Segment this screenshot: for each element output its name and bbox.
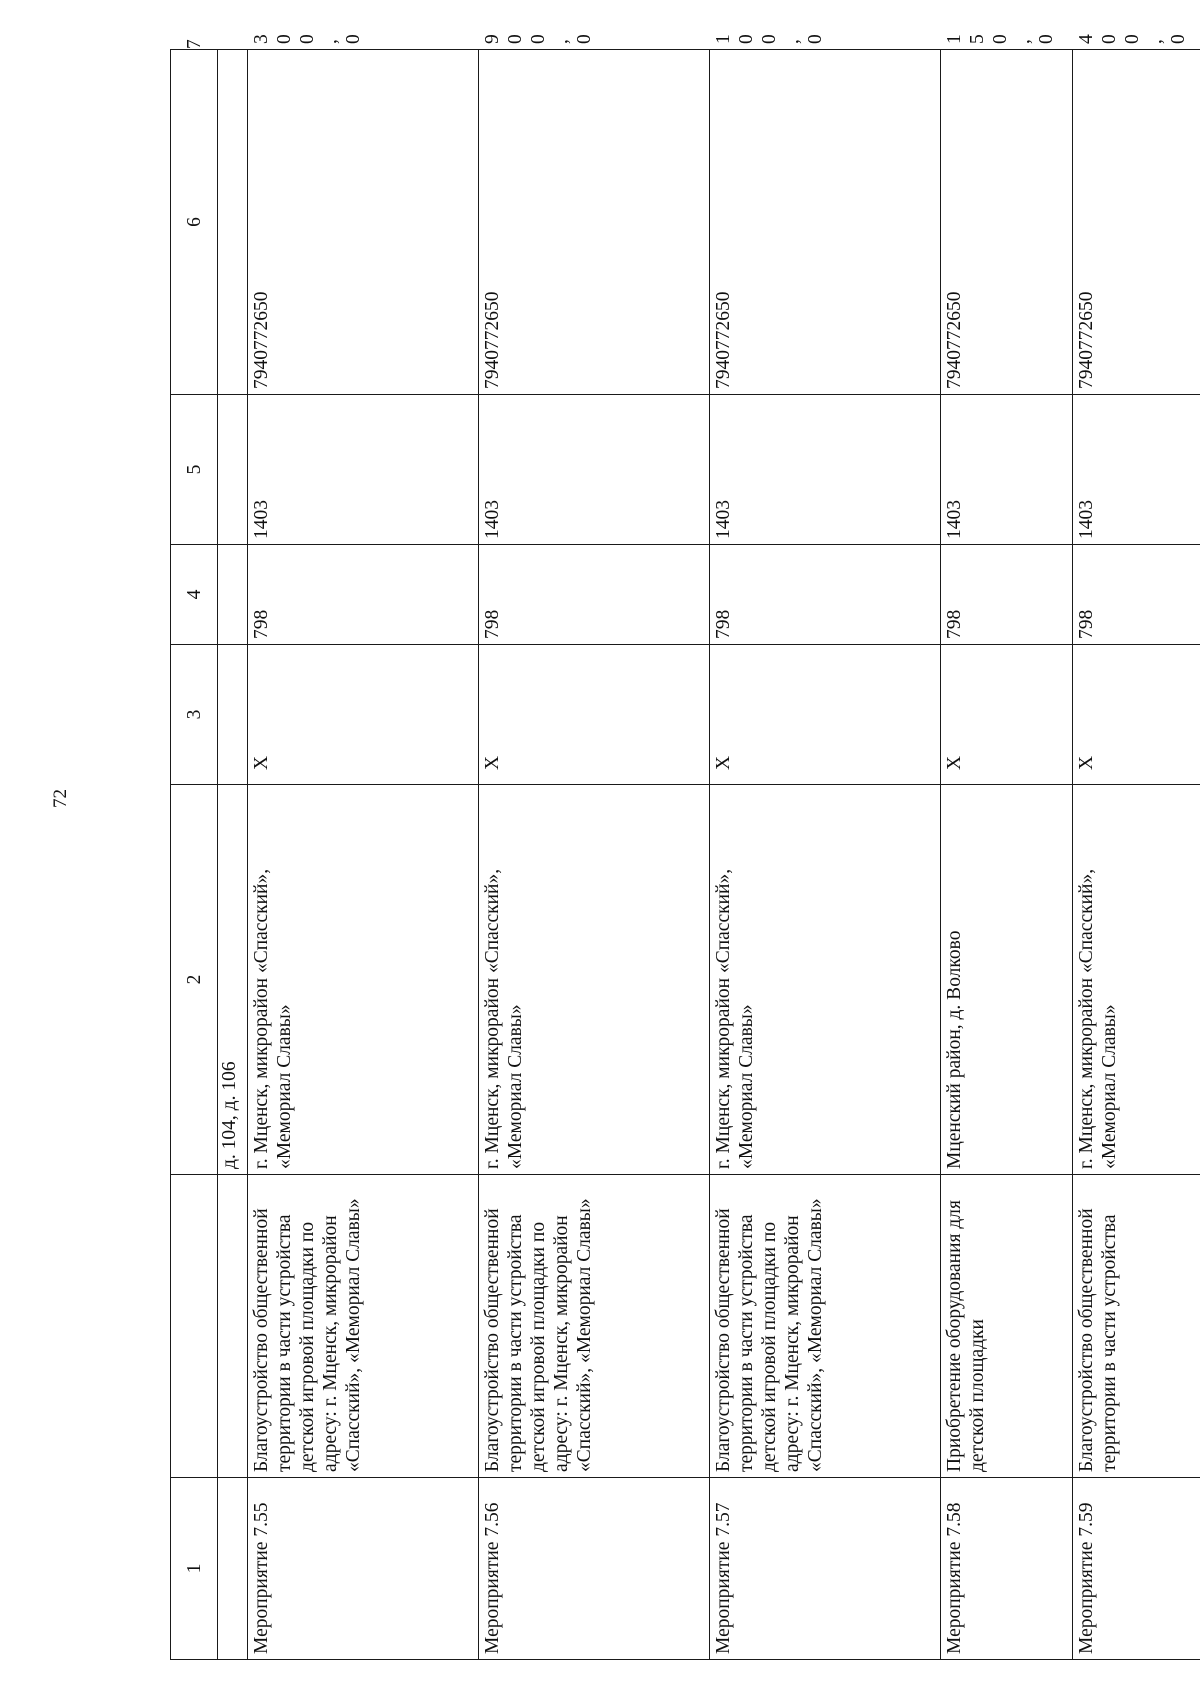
cont-cell-7 [218,50,248,395]
measure-id-cell: Мероприятие 7.57 [710,1478,941,1660]
table-row: Мероприятие 7.55 Благоустройство общественной территории в части устройства детской игровой площадки по адресу: г. Мценск, микрорайон «Спасский», «Мемориал Славы» г. Мценск, микрорайон «Спасский», «Мемориал Славы» Х 798 1403 7940772650 300,0 [248,50,479,1660]
continuation-row [218,50,248,1660]
measure-col6-cell: 7940772650 [1073,50,1200,395]
measure-address-cell: г. Мценск, микрорайон «Спасский», «Мемориал Славы» [248,785,479,1175]
cont-cell-4 [218,645,248,785]
measure-address-cell: г. Мценск, микрорайон «Спасский», «Мемориал Славы» [710,785,941,1175]
header-row: 1 2 3 4 5 6 7 [171,50,218,1660]
measure-description-cell: Приобретение оборудования для детской площадки [941,1175,1073,1478]
table-row: Мероприятие 7.59 Благоустройство общественной территории в части устройства г. Мценск, микрорайон «Спасский», «Мемориал Славы» Х 798 1403 7940772650 400,0 [1073,50,1200,1660]
measure-col4-cell: 798 [248,545,479,645]
measure-col5-cell: 1403 [248,395,479,545]
measure-address-cell: Мценский район, д. Волково [941,785,1073,1175]
measure-col5-cell: 1403 [479,395,710,545]
header-cell-2: 2 [171,785,218,1175]
measure-col6-cell: 7940772650 [710,50,941,395]
measure-col3-cell: Х [941,645,1073,785]
measure-id-cell: Мероприятие 7.59 [1073,1478,1200,1660]
measure-col4-cell: 798 [941,545,1073,645]
header-cell-4: 4 [171,545,218,645]
measure-col6-cell: 7940772650 [248,50,479,395]
header-cell-6: 6 [171,50,218,395]
measure-col5-cell: 1403 [710,395,941,545]
cont-cell-6 [218,395,248,545]
measure-description-cell: Благоустройство общественной территории в части устройства детской игровой площадки по адресу: г. Мценск, микрорайон «Спасский», «Мемориал Славы» [710,1175,941,1478]
budget-table [170,34,1200,1660]
measure-col3-cell: Х [248,645,479,785]
cont-cell-2 [218,1175,248,1478]
measure-id-cell: Мероприятие 7.56 [479,1478,710,1660]
measure-col3-cell: Х [710,645,941,785]
measure-col4-cell: 798 [479,545,710,645]
measure-col6-cell: 7940772650 [941,50,1073,395]
measure-address-cell: г. Мценск, микрорайон «Спасский», «Мемориал Славы» [1073,785,1200,1175]
cont-cell-5 [218,545,248,645]
measure-col5-cell: 1403 [1073,395,1200,545]
header-cell-1: 1 [171,1478,218,1660]
measure-col3-cell: Х [479,645,710,785]
measure-col4-cell: 798 [1073,545,1200,645]
measure-col4-cell: 798 [710,545,941,645]
measure-col5-cell: 1403 [941,395,1073,545]
budget-table-wrapper [170,34,1200,1660]
measure-id-cell: Мероприятие 7.55 [248,1478,479,1660]
measure-id-cell: Мероприятие 7.58 [941,1478,1073,1660]
table-row: Мероприятие 7.58 Приобретение оборудования для детской площадки Мценский район, д. Волково Х 798 1403 7940772650 150,0 [941,50,1073,1660]
cont-cell-1 [218,1478,248,1660]
measure-col3-cell: Х [1073,645,1200,785]
page-number: 72 [50,789,71,808]
header-cell-3: 3 [171,645,218,785]
table-row: Мероприятие 7.56 Благоустройство общественной территории в части устройства детской игровой площадки по адресу: г. Мценск, микрорайон «Спасский», «Мемориал Славы» г. Мценск, микрорайон «Спасский», «Мемориал Славы» Х 798 1403 7940772650 900,0 [479,50,710,1660]
header-cell-blank [171,1175,218,1478]
cont-cell-address: д. 104, д. 106 [218,785,248,1175]
measure-address-cell: г. Мценск, микрорайон «Спасский», «Мемориал Славы» [479,785,710,1175]
header-cell-5: 5 [171,395,218,545]
table-row: Мероприятие 7.57 Благоустройство общественной территории в части устройства детской игровой площадки по адресу: г. Мценск, микрорайон «Спасский», «Мемориал Славы» г. Мценск, микрорайон «Спасский», «Мемориал Славы» Х 798 1403 7940772650 100,0 [710,50,941,1660]
measure-description-cell: Благоустройство общественной территории в части устройства детской игровой площадки по адресу: г. Мценск, микрорайон «Спасский», «Мемориал Славы» [479,1175,710,1478]
measure-description-cell: Благоустройство общественной территории в части устройства [1073,1175,1200,1478]
measure-col6-cell: 7940772650 [479,50,710,395]
measure-description-cell: Благоустройство общественной территории в части устройства детской игровой площадки по адресу: г. Мценск, микрорайон «Спасский», «Мемориал Славы» [248,1175,479,1478]
